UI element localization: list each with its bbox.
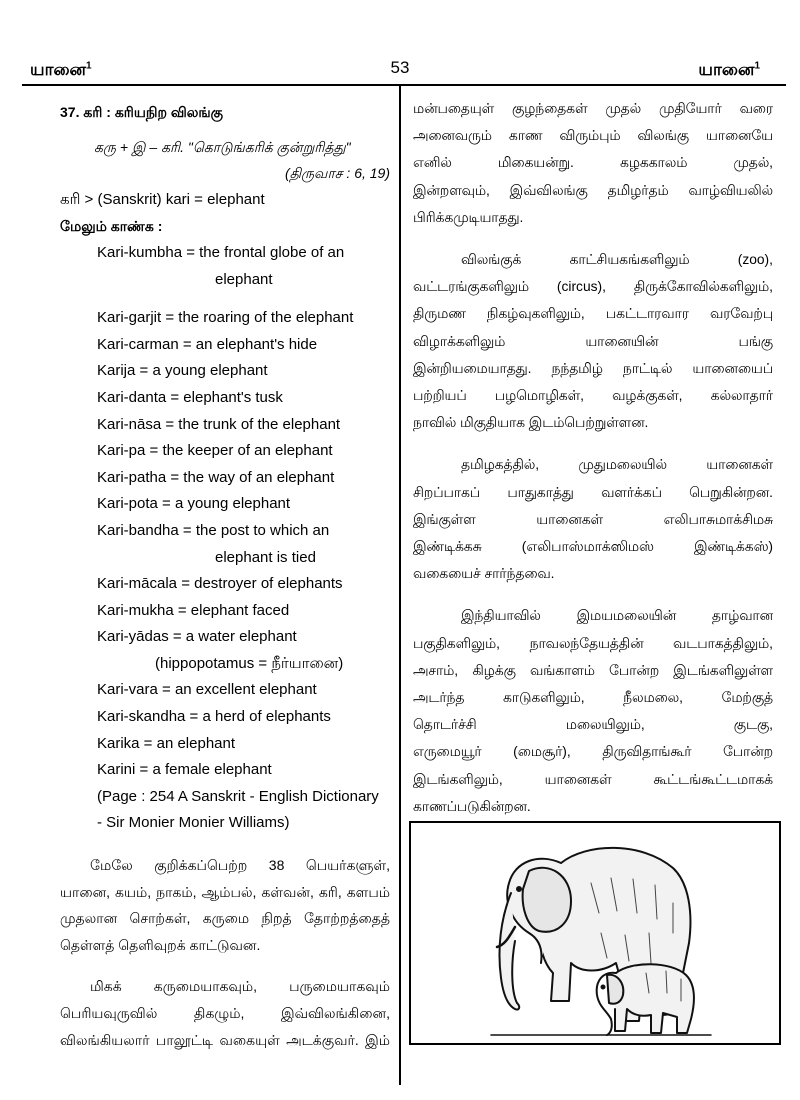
compound-entry: Kari-danta = elephant's tusk: [97, 388, 283, 406]
paragraph-line: விலங்குக் காட்சியகங்களிலும் (zoo),: [461, 252, 773, 268]
compound-entry: Kari-pa = the keeper of an elephant: [97, 442, 333, 460]
paragraph-line: இடங்களிலும், யானைகள் கூட்டங்கூட்டமாகக்: [413, 771, 773, 787]
header-rule: [22, 84, 786, 86]
elephant-figure: [409, 821, 781, 1045]
paragraph-line: தமிழகத்தில், முதுமலையில் யானைகள்: [461, 457, 773, 473]
compound-entry: Kari-mukha = elephant faced: [97, 601, 290, 619]
paragraph-line: வகையைச் சார்ந்தவை.: [413, 566, 555, 582]
paragraph-line: அனைவரும் காண விரும்பும் விலங்கு யானையே: [413, 128, 773, 144]
paragraph-line: விலங்கியலார் பாலூட்டி வகையுள் அடக்குவர். இம்: [60, 1031, 390, 1048]
see-also-label: மேலும் காண்க :: [60, 218, 163, 235]
compound-entry-cont: (hippopotamus = நீர்யானை): [155, 654, 344, 672]
entry-heading: 37. கரி : கரியநிற விலங்கு: [60, 104, 224, 120]
paragraph-line: தெள்ளத் தெளிவுறக் காட்டுவன.: [60, 936, 261, 953]
sanskrit-line: கரி > (Sanskrit) kari = elephant: [60, 190, 265, 208]
compound-entry: Karini = a female elephant: [97, 761, 272, 779]
paragraph-line: யானை, கயம், நாகம், ஆம்பல், கள்வன், கரி, களபம்: [60, 883, 390, 900]
compound-entry: Karija = a young elephant: [97, 362, 268, 380]
paragraph-line: பற்றியப் பழமொழிகள், வழக்குகள், கல்லாதார்: [413, 388, 773, 404]
compound-entry: Kari-mācala = destroyer of elephants: [97, 575, 343, 593]
compound-entry: Kari-pota = a young elephant: [97, 495, 291, 513]
left-column: [60, 95, 390, 1053]
paragraph-line: சிறப்பாகப் பாதுகாத்து வளர்க்கப் பெறுகின்றன.: [413, 484, 773, 500]
paragraph-line: பெரியவுருவில் திகழும், இவ்விலங்கினை,: [60, 1005, 390, 1021]
paragraph-line: அடர்ந்த காடுகளிலும், நீலமலை, மேற்குத்: [413, 690, 773, 706]
paragraph-line: இன்றியமையாதது. நந்தமிழ் நாட்டில் யானையைப்: [413, 360, 773, 376]
compound-entry: Kari-skandha = a herd of elephants: [97, 708, 331, 726]
running-title-left: யானை$^1$: [30, 60, 92, 79]
paragraph-line: வட்டரங்குகளிலும் (circus), திருக்கோவில்களிலும்,: [413, 279, 773, 295]
paragraph-line: பகுதிகளிலும், நாவலந்தேயத்தின் வடபாகத்திலும்,: [413, 635, 773, 651]
paragraph-line: இங்குள்ள யானைகள் எலிபாசுமாக்சிமசு: [413, 511, 773, 527]
compound-entry: Kari-nāsa = the trunk of the elephant: [97, 415, 341, 433]
paragraph-line: இந்தியாவில் இமயமலையின் தாழ்வான: [461, 608, 773, 624]
right-column: [413, 95, 773, 820]
compound-entry: Kari-bandha = the post to which an: [97, 521, 330, 539]
paragraph-line: இன்றளவும், இவ்விலங்கு தமிழர்தம் வாழ்வியலில்: [413, 182, 773, 198]
paragraph-line: விழாக்களிலும் யானையின் பங்கு: [413, 333, 773, 349]
paragraph-line: தொடர்ச்சி மலையிலும், குடகு,: [413, 717, 773, 733]
running-title-right: யானை$^1$: [698, 60, 760, 79]
paragraph-line: இண்டிக்கசு (எலிபாஸ்மாக்ஸிமஸ் இண்டிக்கஸ்): [413, 539, 773, 555]
derivation-line: கரு + இ – கரி. "கொடுங்கரிக் குன்றுரித்து": [94, 138, 351, 155]
paragraph-line: எருமையூர் (மைசூர்), திருவிதாங்கூர் போன்ற: [413, 744, 773, 760]
page-number: 53: [390, 58, 410, 77]
compound-entry: Karika = an elephant: [97, 734, 236, 752]
compound-entry: Kari-carman = an elephant's hide: [97, 335, 318, 353]
compound-entry: Kari-patha = the way of an elephant: [97, 468, 335, 486]
elephant-illustration-icon: [411, 823, 779, 1043]
paragraph-line: முதலான சொற்கள், கருமை நிறத் தோற்றத்தைத்: [60, 910, 390, 927]
dictionary-reference: (Page : 254 A Sanskrit - English Dictionary: [97, 787, 379, 805]
compound-entry: Kari-garjit = the roaring of the elephant: [97, 309, 354, 327]
compound-entry-cont: elephant: [215, 270, 273, 288]
compound-entry-cont: elephant is tied: [215, 548, 316, 566]
compound-entry: Kari-yādas = a water elephant: [97, 628, 297, 646]
paragraph-line: திருமண நிகழ்வுகளிலும், பகட்டாரவார வரவேற்பு: [413, 306, 773, 322]
paragraph-line: காணப்படுகின்றன.: [413, 798, 531, 814]
paragraph-line: மேலே குறிக்கப்பெற்ற 38 பெயர்களுள்,: [90, 857, 390, 874]
compound-entry: Kari-vara = an excellent elephant: [97, 681, 317, 699]
compound-entry: Kari-kumbha = the frontal globe of an: [97, 243, 345, 261]
column-divider: [399, 85, 401, 1085]
dictionary-reference: - Sir Monier Monier Williams): [97, 814, 290, 832]
citation: (திருவாச : 6, 19): [284, 165, 390, 182]
paragraph-line: அசாம், கிழக்கு வங்காளம் போன்ற இடங்களிலுள்ள: [413, 662, 773, 678]
page-header: [0, 0, 800, 90]
paragraph-line: எனில் மிகையன்று. கழககாலம் முதல்,: [413, 155, 773, 171]
paragraph-line: நாவில் மிகுதியாக இடம்பெற்றுள்ளன.: [413, 415, 649, 431]
paragraph-line: மிகக் கருமையாகவும், பருமையாகவும்: [90, 978, 390, 995]
paragraph-line: பிரிக்கமுடியாதது.: [413, 209, 524, 225]
paragraph-line: மன்பதையுள் குழந்தைகள் முதல் முதியோர் வரை: [413, 101, 773, 116]
